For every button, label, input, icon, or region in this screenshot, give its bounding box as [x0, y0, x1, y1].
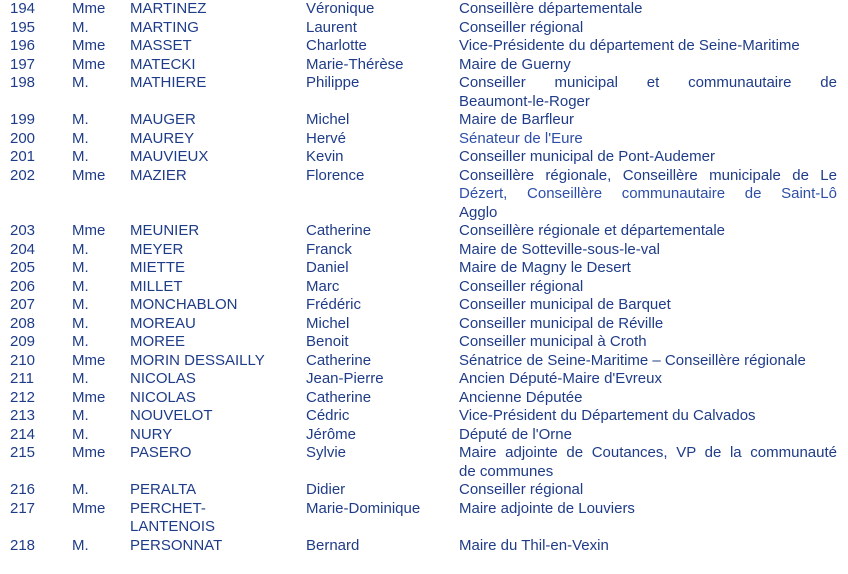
- table-row: [0, 148, 848, 167]
- last-name: MAUGER: [130, 111, 196, 128]
- table-row: [0, 537, 848, 556]
- last-name: MARTING: [130, 18, 199, 36]
- function-line: Ancien Député-Maire d'Evreux: [459, 370, 662, 387]
- function: [459, 148, 837, 167]
- last-name: MEUNIER: [130, 222, 200, 239]
- function-line: Vice-Président du Département du Calvados: [459, 407, 756, 424]
- first-name: Kevin: [306, 148, 344, 165]
- table-row: [0, 0, 848, 19]
- function-line: Dézert, Conseillère communautaire de Saint-Lô: [459, 185, 837, 202]
- last-name: PERALTA: [130, 481, 197, 498]
- last-name: MAZIER: [130, 166, 187, 184]
- function: [459, 241, 837, 260]
- function-line: Maire adjointe de Louviers: [459, 499, 635, 517]
- last-name: MATHIERE: [130, 74, 207, 91]
- row-number: 206: [10, 277, 36, 295]
- table-row: [0, 278, 848, 297]
- first-name: Hervé: [306, 129, 347, 147]
- function-line: Maire du Thil-en-Vexin: [459, 536, 609, 554]
- civility: Mme: [72, 55, 106, 73]
- table-row: [0, 130, 848, 149]
- first-name: Sylvie: [306, 444, 347, 461]
- first-name: Michel: [306, 314, 350, 332]
- row-number: 212: [10, 388, 36, 406]
- civility: Mme: [72, 166, 106, 184]
- table-row: [0, 389, 848, 408]
- first-name: Didier: [306, 481, 346, 498]
- table-row: [0, 333, 848, 352]
- function-line: Conseillère régionale, Conseillère municipale de Le: [459, 166, 837, 184]
- table-row: [0, 259, 848, 278]
- function: [459, 537, 837, 556]
- civility: M.: [72, 425, 89, 443]
- function: [459, 333, 837, 352]
- function: [459, 19, 837, 38]
- last-name: PERCHET- LANTENOIS: [130, 499, 216, 535]
- row-number: 209: [10, 333, 36, 350]
- first-name: Marc: [306, 277, 340, 295]
- function: [459, 426, 837, 445]
- table-row: [0, 444, 848, 481]
- function-line: Maire de Magny le Desert: [459, 259, 631, 276]
- function-line: Sénatrice de Seine-Maritime – Conseillère régionale: [459, 351, 806, 369]
- function: [459, 167, 837, 223]
- last-name: NURY: [130, 425, 173, 443]
- last-name: NICOLAS: [130, 388, 196, 406]
- table-row: [0, 37, 848, 56]
- function-line: Conseiller régional: [459, 481, 584, 498]
- civility: Mme: [72, 499, 106, 517]
- civility: M.: [72, 277, 89, 295]
- row-number: 217: [10, 499, 36, 517]
- civility: M.: [72, 314, 89, 332]
- first-name: Cédric: [306, 407, 350, 424]
- last-name: MOREAU: [130, 314, 196, 332]
- first-name: Catherine: [306, 351, 372, 369]
- function: [459, 130, 837, 149]
- last-name: MAUREY: [130, 129, 195, 147]
- first-name: Franck: [306, 240, 352, 258]
- row-number: 214: [10, 425, 36, 443]
- function-line: Conseiller municipal à Croth: [459, 333, 647, 350]
- row-number: 197: [10, 55, 36, 73]
- row-number: 196: [10, 37, 36, 54]
- row-number: 218: [10, 536, 36, 554]
- last-name: MEYER: [130, 240, 184, 258]
- table-row: [0, 19, 848, 38]
- table-row: [0, 352, 848, 371]
- function: [459, 222, 837, 241]
- civility: M.: [72, 333, 89, 350]
- function-line: Conseillère départementale: [459, 0, 643, 17]
- function: [459, 315, 837, 334]
- first-name: Marie-Thérèse: [306, 55, 404, 73]
- civility: M.: [72, 148, 89, 165]
- function: [459, 389, 837, 408]
- first-name: Jérôme: [306, 425, 357, 443]
- function-line: Député de l'Orne: [459, 425, 572, 443]
- function-line: Sénateur de l'Eure: [459, 129, 583, 147]
- function-line: Conseiller municipal et communautaire de: [459, 74, 837, 91]
- first-name: Daniel: [306, 259, 349, 276]
- first-name: Catherine: [306, 388, 372, 406]
- table-row: [0, 481, 848, 500]
- civility: Mme: [72, 388, 106, 406]
- function: [459, 0, 837, 19]
- function-line: Conseiller municipal de Barquet: [459, 296, 671, 313]
- last-name: NICOLAS: [130, 370, 196, 387]
- function-line: Vice-Présidente du département de Seine-Maritime: [459, 37, 800, 54]
- civility: M.: [72, 18, 89, 36]
- last-name: PASERO: [130, 444, 192, 461]
- row-number: 205: [10, 259, 36, 276]
- function-line: Maire adjointe de Coutances, VP de la communauté: [459, 444, 837, 461]
- table-row: [0, 407, 848, 426]
- civility: M.: [72, 259, 89, 276]
- table-row: [0, 74, 848, 111]
- last-name: MARTINEZ: [130, 0, 207, 17]
- table-row: [0, 315, 848, 334]
- civility: Mme: [72, 222, 106, 239]
- row-number: 216: [10, 481, 36, 498]
- function: [459, 37, 837, 56]
- row-number: 210: [10, 351, 36, 369]
- function: [459, 56, 837, 75]
- table-row: [0, 167, 848, 223]
- function: [459, 407, 837, 426]
- last-name: MORIN DESSAILLY: [130, 351, 265, 369]
- first-name: Michel: [306, 111, 350, 128]
- row-number: 202: [10, 166, 36, 184]
- function-line: de communes: [459, 462, 554, 480]
- last-name: MILLET: [130, 277, 183, 295]
- first-name: Philippe: [306, 74, 360, 91]
- function: [459, 352, 837, 371]
- last-name: MAUVIEUX: [130, 148, 209, 165]
- civility: Mme: [72, 444, 106, 461]
- civility: M.: [72, 74, 89, 91]
- first-name: Laurent: [306, 18, 357, 36]
- table-row: [0, 296, 848, 315]
- first-name: Florence: [306, 166, 365, 184]
- table-row: [0, 111, 848, 130]
- first-name: Frédéric: [306, 296, 362, 313]
- function: [459, 500, 837, 519]
- first-name: Bernard: [306, 536, 360, 554]
- first-name: Jean-Pierre: [306, 370, 384, 387]
- civility: M.: [72, 370, 89, 387]
- civility: M.: [72, 296, 89, 313]
- function: [459, 111, 837, 130]
- function-line: Maire de Guerny: [459, 55, 571, 73]
- function: [459, 481, 837, 500]
- table-row: [0, 222, 848, 241]
- first-name: Catherine: [306, 222, 372, 239]
- row-number: 199: [10, 111, 36, 128]
- civility: M.: [72, 111, 89, 128]
- row-number: 198: [10, 74, 36, 91]
- row-number: 200: [10, 129, 36, 147]
- function: [459, 74, 837, 111]
- first-name: Charlotte: [306, 37, 367, 54]
- function-line: Conseiller régional: [459, 18, 584, 36]
- row-number: 194: [10, 0, 36, 17]
- row-number: 213: [10, 407, 36, 424]
- function: [459, 278, 837, 297]
- table-row: [0, 56, 848, 75]
- row-number: 203: [10, 222, 36, 239]
- first-name: Marie-Dominique: [306, 499, 421, 517]
- function-line: Conseiller régional: [459, 277, 584, 295]
- table-row: [0, 426, 848, 445]
- function-line: Maire de Barfleur: [459, 111, 575, 128]
- function: [459, 296, 837, 315]
- function-line: Conseiller municipal de Pont-Audemer: [459, 148, 715, 165]
- civility: M.: [72, 536, 89, 554]
- civility: M.: [72, 407, 89, 424]
- row-number: 195: [10, 18, 36, 36]
- first-name: Benoit: [306, 333, 349, 350]
- table-row: [0, 241, 848, 260]
- function: [459, 259, 837, 278]
- last-name: PERSONNAT: [130, 536, 223, 554]
- civility: Mme: [72, 351, 106, 369]
- function-line: Conseillère régionale et départementale: [459, 222, 726, 239]
- function-line: Maire de Sotteville-sous-le-val: [459, 240, 660, 258]
- function-line: Agglo: [459, 203, 498, 221]
- civility: Mme: [72, 0, 106, 17]
- civility: M.: [72, 240, 89, 258]
- last-name: MONCHABLON: [130, 296, 238, 313]
- function-line: Beaumont-le-Roger: [459, 92, 590, 110]
- function: [459, 444, 837, 481]
- civility: M.: [72, 129, 89, 147]
- last-name: MOREE: [130, 333, 186, 350]
- first-name: Véronique: [306, 0, 375, 17]
- civility: M.: [72, 481, 89, 498]
- table-row: [0, 370, 848, 389]
- function-line: Ancienne Députée: [459, 388, 583, 406]
- row-number: 208: [10, 314, 36, 332]
- last-name: MASSET: [130, 37, 192, 54]
- row-number: 211: [10, 370, 34, 387]
- civility: Mme: [72, 37, 106, 54]
- row-number: 207: [10, 296, 36, 313]
- last-name: NOUVELOT: [130, 407, 213, 424]
- table-row: [0, 500, 848, 537]
- row-number: 215: [10, 444, 36, 461]
- last-name: MATECKI: [130, 55, 196, 73]
- function: [459, 370, 837, 389]
- last-name: MIETTE: [130, 259, 185, 276]
- row-number: 204: [10, 240, 36, 258]
- function-line: Conseiller municipal de Réville: [459, 314, 664, 332]
- row-number: 201: [10, 148, 36, 165]
